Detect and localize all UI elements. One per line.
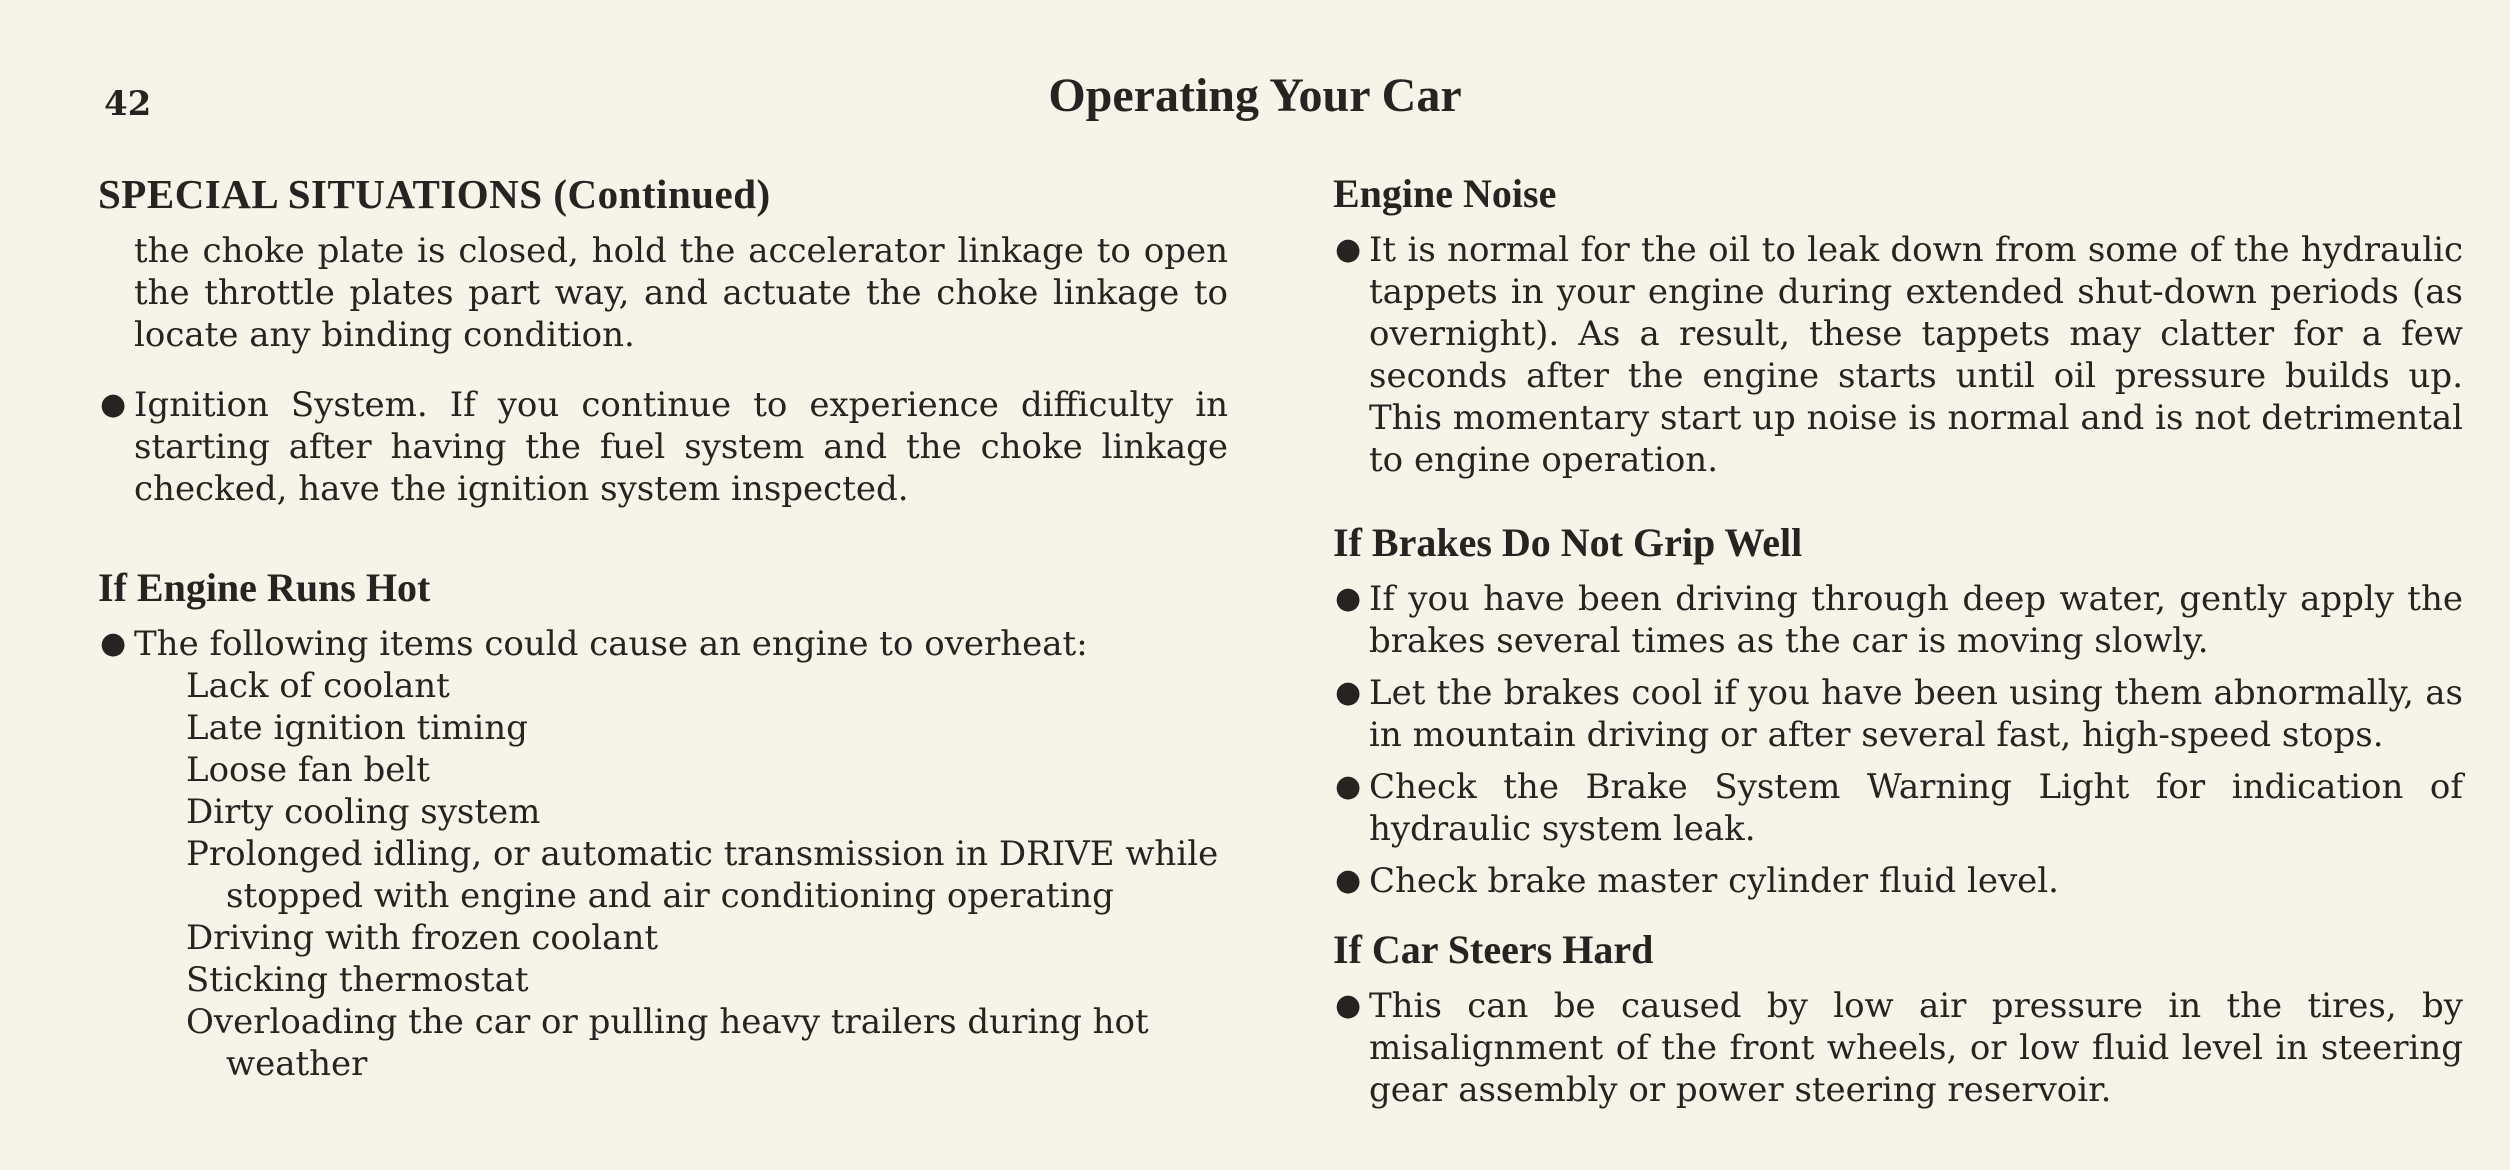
- bullet-icon: ●: [1335, 675, 1362, 710]
- bullet-icon: ●: [1335, 988, 1362, 1023]
- page-title: Operating Your Car: [1048, 69, 1462, 122]
- overheat-causes-list: [98, 665, 1228, 1085]
- list-item: Dirty cooling system: [186, 792, 541, 832]
- brakes-bullet: [1333, 860, 2463, 902]
- ignition-system-bullet: [98, 384, 1228, 510]
- list-item: Prolonged idling, or automatic transmission in DRIVE while stopped with engine and air conditioning operating: [186, 834, 1219, 916]
- engine-hot-bullet: [98, 623, 1228, 665]
- steering-bullet-text: This can be caused by low air pressure in the tires, by misalignment of the front wheels, or low fluid level in steering gear assembly or power steering reservoir.: [1369, 986, 2463, 1110]
- engine-noise-bullet: [1333, 229, 2463, 481]
- list-item: Overloading the car or pulling heavy trailers during hot weather: [186, 1002, 1149, 1084]
- bullet-icon: ●: [1335, 769, 1362, 804]
- list-item: Late ignition timing: [186, 708, 528, 748]
- engine-noise-heading: Engine Noise: [1333, 171, 1557, 216]
- steering-bullet: [1333, 985, 2463, 1111]
- bullet-icon: ●: [1335, 581, 1362, 616]
- brakes-bullet-text: Check brake master cylinder fluid level.: [1369, 861, 2059, 901]
- list-item: Sticking thermostat: [186, 960, 529, 1000]
- left-column: [98, 170, 1228, 1085]
- bullet-icon: ●: [100, 626, 127, 661]
- bullet-icon: ●: [1335, 863, 1362, 898]
- bullet-icon: ●: [1335, 232, 1362, 267]
- list-item: Loose fan belt: [186, 750, 430, 790]
- brakes-bullet: [1333, 766, 2463, 850]
- brakes-bullet-text: Check the Brake System Warning Light for indication of hydraulic system leak.: [1369, 767, 2463, 849]
- brakes-bullet: [1333, 672, 2463, 756]
- brakes-heading: If Brakes Do Not Grip Well: [1333, 520, 1803, 565]
- brakes-bullet: [1333, 578, 2463, 662]
- engine-hot-bullet-text: The following items could cause an engine to overheat:: [134, 624, 1088, 664]
- right-column: [1333, 170, 2463, 1121]
- steering-heading: If Car Steers Hard: [1333, 927, 1654, 972]
- brakes-bullet-text: If you have been driving through deep water, gently apply the brakes several times as the car is moving slowly.: [1369, 579, 2463, 661]
- bullet-icon: ●: [100, 387, 127, 422]
- engine-noise-text: It is normal for the oil to leak down from some of the hydraulic tappets in your engine during extended shut-down periods (as overnight). As a result, these tappets may clatter for a few seconds after the engine starts until oil pressure builds up. This momentary start up noise is normal and is not detrimental to engine operation.: [1369, 230, 2463, 480]
- ignition-system-text: Ignition System. If you continue to experience difficulty in starting after having the fuel system and the choke linkage checked, have the ignition system inspected.: [134, 385, 1228, 509]
- choke-continuation-text: the choke plate is closed, hold the accelerator linkage to open the throttle plates part way, and actuate the choke linkage to locate any binding condition.: [134, 231, 1228, 355]
- special-situations-heading: SPECIAL SITUATIONS (Continued): [98, 171, 771, 217]
- list-item: Driving with frozen coolant: [186, 918, 659, 958]
- list-item: Lack of coolant: [186, 666, 450, 706]
- page-number: 42: [104, 84, 152, 124]
- brakes-bullet-text: Let the brakes cool if you have been using them abnormally, as in mountain driving or after several fast, high-speed stops.: [1369, 673, 2463, 755]
- engine-hot-heading: If Engine Runs Hot: [98, 565, 431, 610]
